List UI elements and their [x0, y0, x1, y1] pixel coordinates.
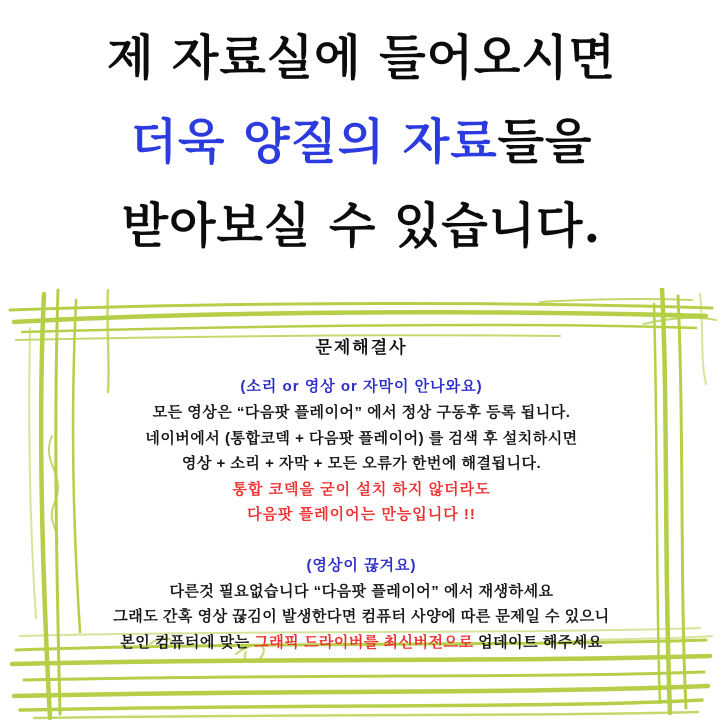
section-stutter — [0, 553, 723, 656]
update-line-suffix: 업데이트 해주세요 — [473, 633, 603, 651]
section-audio-warning-2: 다음팟 플레이어는 만능입니다 !! — [247, 506, 476, 523]
banner-line-3: 받아보실 수 있습니다. — [121, 198, 602, 254]
section-stutter-heading: (영상이 끊겨요) — [306, 556, 417, 574]
section-stutter-line-2: 그래도 간혹 영상 끊김이 발생한다면 컴퓨터 사양에 따른 문제일 수 있으니 — [113, 608, 610, 625]
update-line-prefix: 본인 컴퓨터에 맞는 — [120, 633, 255, 651]
top-banner — [0, 16, 723, 268]
section-audio-line-2: 네이버에서 (통합코덱 + 다음팟 플레이어) 를 검색 후 설치하시면 — [145, 429, 578, 447]
section-audio-heading: (소리 or 영상 or 자막이 안나와요) — [240, 378, 483, 395]
banner-line-2-rest: 들을 — [497, 114, 593, 170]
banner-line-2 — [0, 100, 723, 184]
section-stutter-update-line — [0, 630, 723, 656]
section-divider-gap — [0, 528, 723, 553]
section-stutter-line-1: 다른것 필요없습니다 “다음팟 플레이어” 에서 재생하세요 — [169, 582, 554, 600]
update-line-highlight: 그래픽 드라이버를 최신버전으로 — [254, 633, 474, 651]
section-audio-line-1: 모든 영상은 “다음팟 플레이어” 에서 정상 구동후 등록 됩니다. — [152, 404, 571, 421]
section-audio — [0, 374, 723, 528]
banner-line-1: 제 자료실에 들어오시면 — [106, 30, 617, 86]
section-audio-warning-1: 통합 코덱을 굳이 설치 하지 않더라도 — [232, 480, 491, 498]
info-box — [0, 334, 723, 655]
section-audio-line-3: 영상 + 소리 + 자막 + 모든 오류가 한번에 해결됩니다. — [181, 455, 542, 472]
banner-line-2-highlight: 더욱 양질의 자료 — [130, 114, 498, 170]
info-box-title: 문제해결사 — [315, 338, 408, 357]
